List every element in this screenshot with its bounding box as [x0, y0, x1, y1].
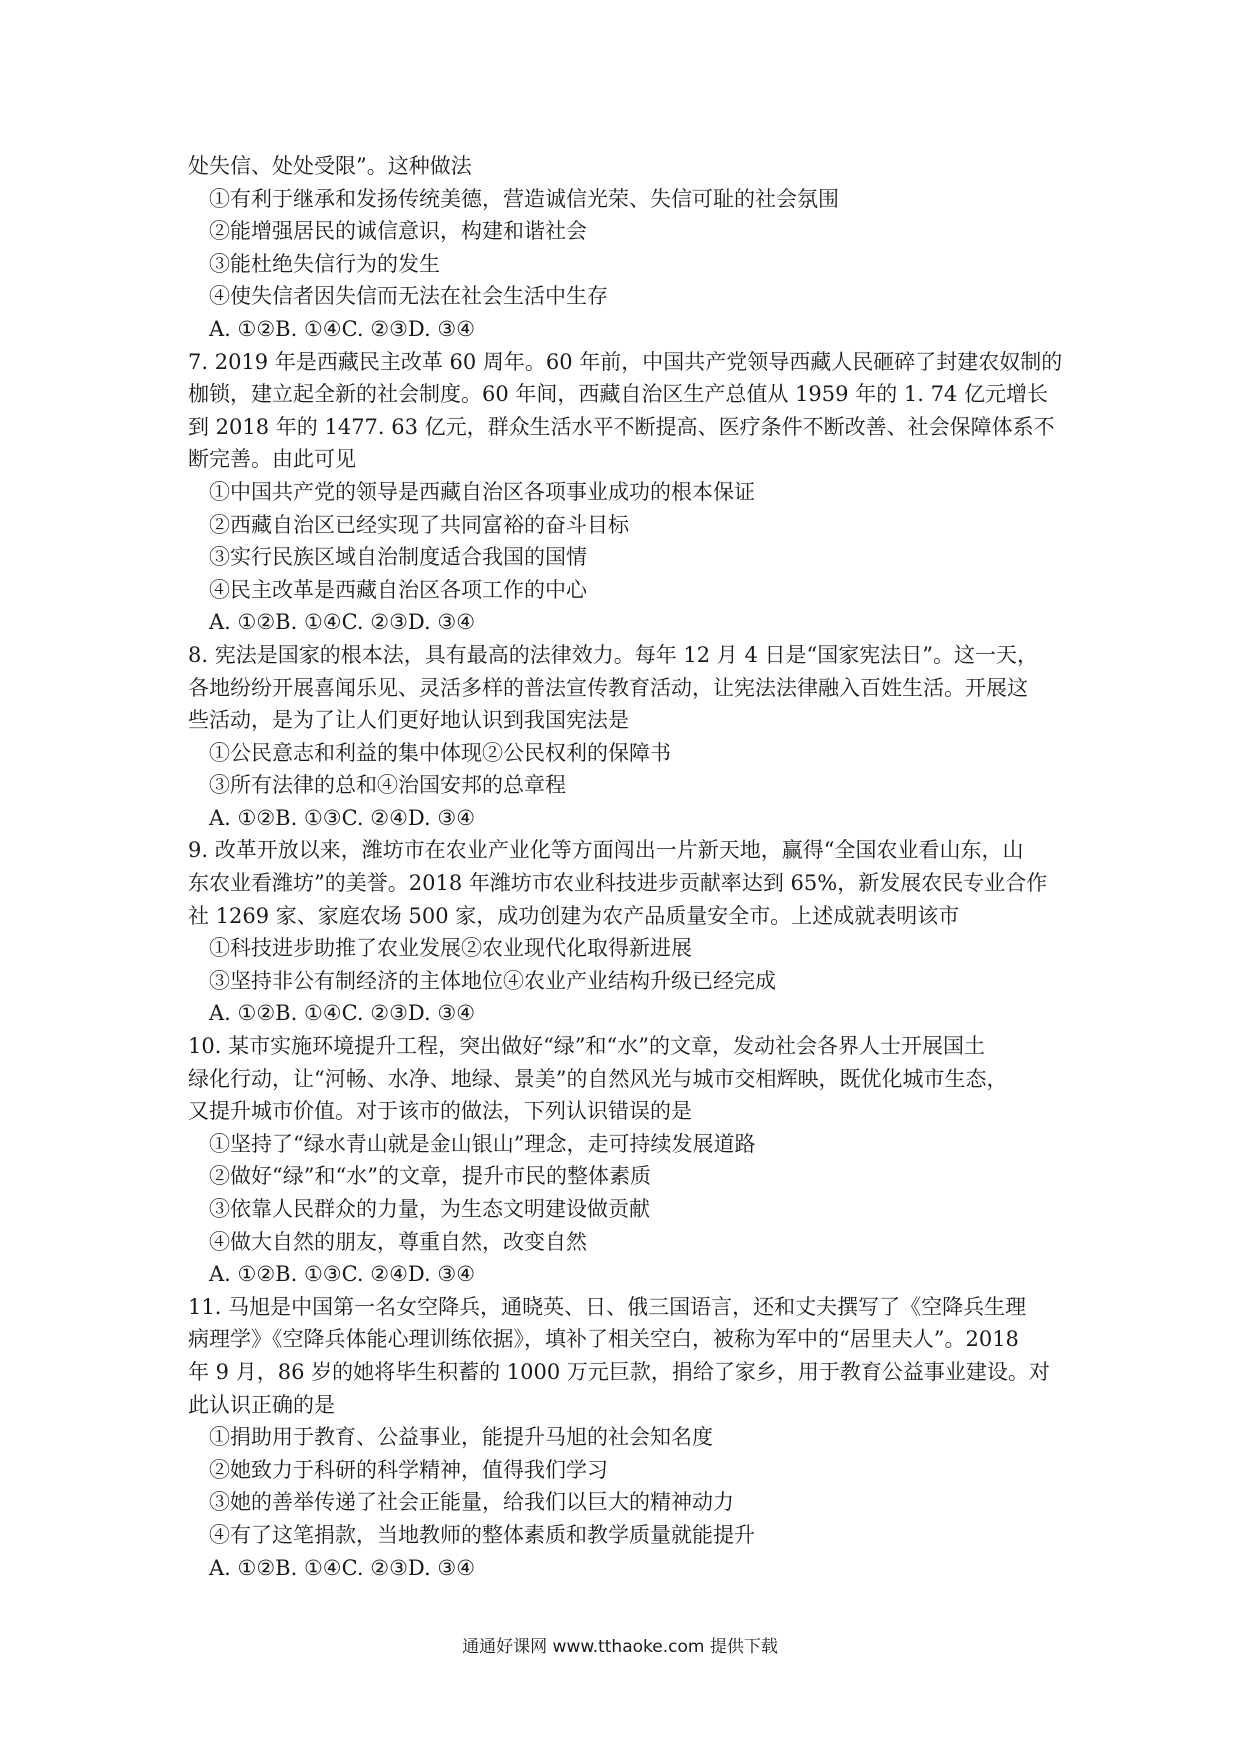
page-footer-watermark: 通通好课网 www.tthaoke.com 提供下载: [462, 1637, 778, 1657]
answer-choices: A. ①②B. ①④C. ②③D. ③④: [209, 316, 476, 341]
question-stem-line: 各地纷纷开展喜闻乐见、灵活多样的普法宣传教育活动，让宪法法律融入百姓生活。开展这: [188, 675, 1028, 700]
answer-choices: A. ①②B. ①③C. ②④D. ③④: [209, 805, 476, 830]
option-1: ①坚持了“绿水青山就是金山银山”理念，走可持续发展道路: [209, 1131, 756, 1156]
answer-choices: A. ①②B. ①④C. ②③D. ③④: [209, 1555, 476, 1580]
question-10: [188, 1030, 1068, 1291]
question-stem-line: 到 2018 年的 1477. 63 亿元，群众生活水平不断提高、医疗条件不断改善、社会保障体系不: [188, 414, 1055, 439]
question-stem-line: 11. 马旭是中国第一名女空降兵，通晓英、日、俄三国语言，还和丈夫撰写了《空降兵生理: [188, 1294, 1027, 1319]
option-line: ①公民意志和利益的集中体现②公民权利的保障书: [209, 740, 671, 765]
question-stem-line: 年 9 月，86 岁的她将毕生积蓄的 1000 万元巨款，捐给了家乡，用于教育公益事业建设。对: [188, 1359, 1050, 1384]
answer-choices: A. ①②B. ①④C. ②③D. ③④: [209, 1001, 476, 1026]
option-1: ①捐助用于教育、公益事业，能提升马旭的社会知名度: [209, 1425, 713, 1450]
question-11: [188, 1291, 1068, 1584]
question-stem-line: 些活动，是为了让人们更好地认识到我国宪法是: [188, 708, 629, 733]
question-stem-line: 枷锁，建立起全新的社会制度。60 年间，西藏自治区生产总值从 1959 年的 1. 74 亿元增长: [188, 382, 1048, 407]
option-4: ④做大自然的朋友，尊重自然，改变自然: [209, 1229, 587, 1254]
option-3: ③实行民族区域自治制度适合我国的国情: [209, 545, 587, 570]
option-4: ④有了这笔捐款，当地教师的整体素质和教学质量就能提升: [209, 1522, 755, 1547]
option-4: ④使失信者因失信而无法在社会生活中生存: [209, 284, 608, 309]
question-stem-line: 8. 宪法是国家的根本法，具有最高的法律效力。每年 12 月 4 日是“国家宪法日”。这一天，: [188, 642, 1038, 667]
answer-choices: A. ①②B. ①③C. ②④D. ③④: [209, 1262, 476, 1287]
option-3: ③她的善举传递了社会正能量，给我们以巨大的精神动力: [209, 1490, 734, 1515]
question-stem-line: 东农业看潍坊”的美誉。2018 年潍坊市农业科技进步贡献率达到 65%，新发展农民专业合作: [188, 871, 1048, 896]
question-stem-line: 此认识正确的是: [188, 1392, 335, 1417]
option-2: ②能增强居民的诚信意识，构建和谐社会: [209, 219, 587, 244]
question-stem-line: 10. 某市实施环境提升工程，突出做好“绿”和“水”的文章，发动社会各界人士开展国土: [188, 1034, 986, 1059]
question-stem-line: 断完善。由此可见: [188, 447, 356, 472]
question-stem-line: 病理学》《空降兵体能心理训练依据》，填补了相关空白，被称为军中的“居里夫人”。2018: [188, 1327, 1019, 1352]
option-line: ③所有法律的总和④治国安邦的总章程: [209, 773, 566, 798]
option-2: ②西藏自治区已经实现了共同富裕的奋斗目标: [209, 512, 629, 537]
question-stem-line: 7. 2019 年是西藏民主改革 60 周年。60 年前，中国共产党领导西藏人民砸碎了封建农奴制的: [188, 349, 1063, 374]
answer-choices: A. ①②B. ①④C. ②③D. ③④: [209, 610, 476, 635]
option-1: ①有利于继承和发扬传统美德，营造诚信光荣、失信可耻的社会氛围: [209, 186, 839, 211]
exam-page: [188, 150, 1068, 1584]
question-stem-line: 绿化行动，让“河畅、水净、地绿、景美”的自然风光与城市交相辉映，既优化城市生态，: [188, 1066, 1008, 1091]
question-7: [188, 346, 1068, 639]
question-stem-line: 社 1269 家、家庭农场 500 家，成功创建为农产品质量安全市。上述成就表明该市: [188, 903, 960, 928]
option-line: ①科技进步助推了农业发展②农业现代化取得新进展: [209, 936, 692, 961]
option-line: ③坚持非公有制经济的主体地位④农业产业结构升级已经完成: [209, 968, 776, 993]
option-3: ③依靠人民群众的力量，为生态文明建设做贡献: [209, 1197, 650, 1221]
question-8: [188, 639, 1068, 835]
question-stem-line: 又提升城市价值。对于该市的做法，下列认识错误的是: [188, 1099, 692, 1124]
option-1: ①中国共产党的领导是西藏自治区各项事业成功的根本保证: [209, 479, 755, 504]
option-4: ④民主改革是西藏自治区各项工作的中心: [209, 577, 587, 602]
option-2: ②做好“绿”和“水”的文章，提升市民的整体素质: [209, 1164, 651, 1189]
option-2: ②她致力于科研的科学精神，值得我们学习: [209, 1457, 608, 1482]
question-stem-line: 9. 改革开放以来，潍坊市在农业产业化等方面闯出一片新天地，赢得“全国农业看山东，山: [188, 838, 1024, 863]
question-6-tail: [188, 150, 1068, 346]
question-stem-line: 处失信、处处受限”。这种做法: [188, 154, 472, 178]
option-3: ③能杜绝失信行为的发生: [209, 251, 440, 276]
question-9: [188, 834, 1068, 1030]
